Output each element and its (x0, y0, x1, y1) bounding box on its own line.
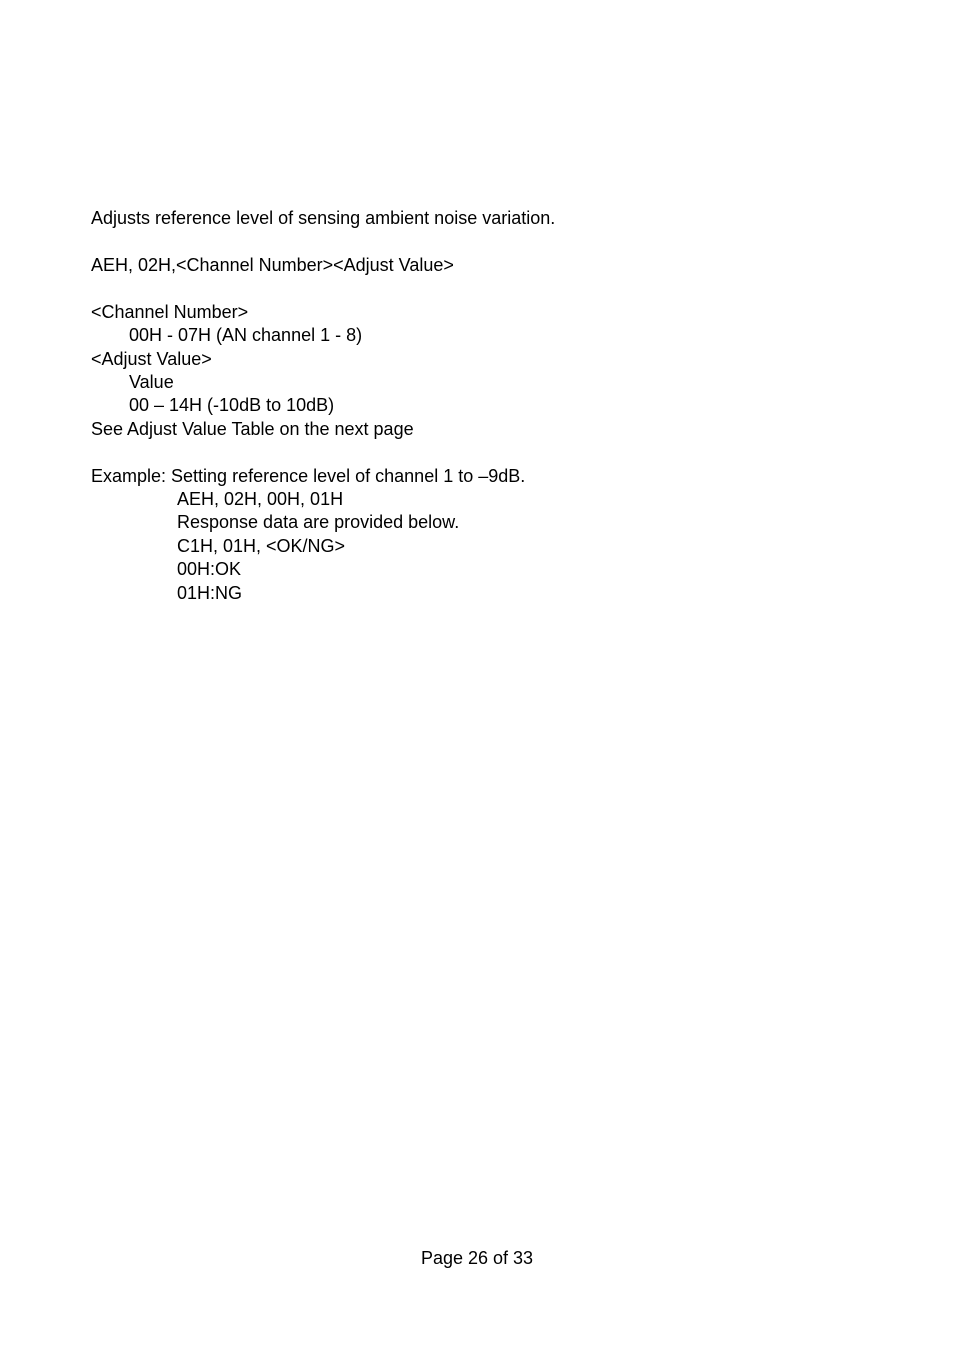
example-response-format: C1H, 01H, <OK/NG> (177, 536, 346, 556)
adjust-value-label: <Adjust Value> (91, 349, 212, 369)
channel-number-label: <Channel Number> (91, 302, 249, 322)
page-number: Page 26 of 33 (420, 1248, 534, 1268)
example-command: AEH, 02H, 00H, 01H (177, 489, 344, 509)
example-response-note: Response data are provided below. (177, 512, 460, 532)
channel-number-range: 00H - 07H (AN channel 1 - 8) (129, 325, 363, 345)
example-heading: Example: Setting reference level of channel 1 to –9dB. (91, 466, 526, 486)
example-ng-code: 01H:NG (177, 583, 243, 603)
description-text: Adjusts reference level of sensing ambient noise variation. (91, 208, 556, 228)
adjust-value-range: 00 – 14H (-10dB to 10dB) (129, 395, 335, 415)
command-format: AEH, 02H,<Channel Number><Adjust Value> (91, 255, 454, 275)
adjust-value-sub: Value (129, 372, 174, 392)
table-reference: See Adjust Value Table on the next page (91, 419, 414, 439)
example-ok-code: 00H:OK (177, 559, 242, 579)
